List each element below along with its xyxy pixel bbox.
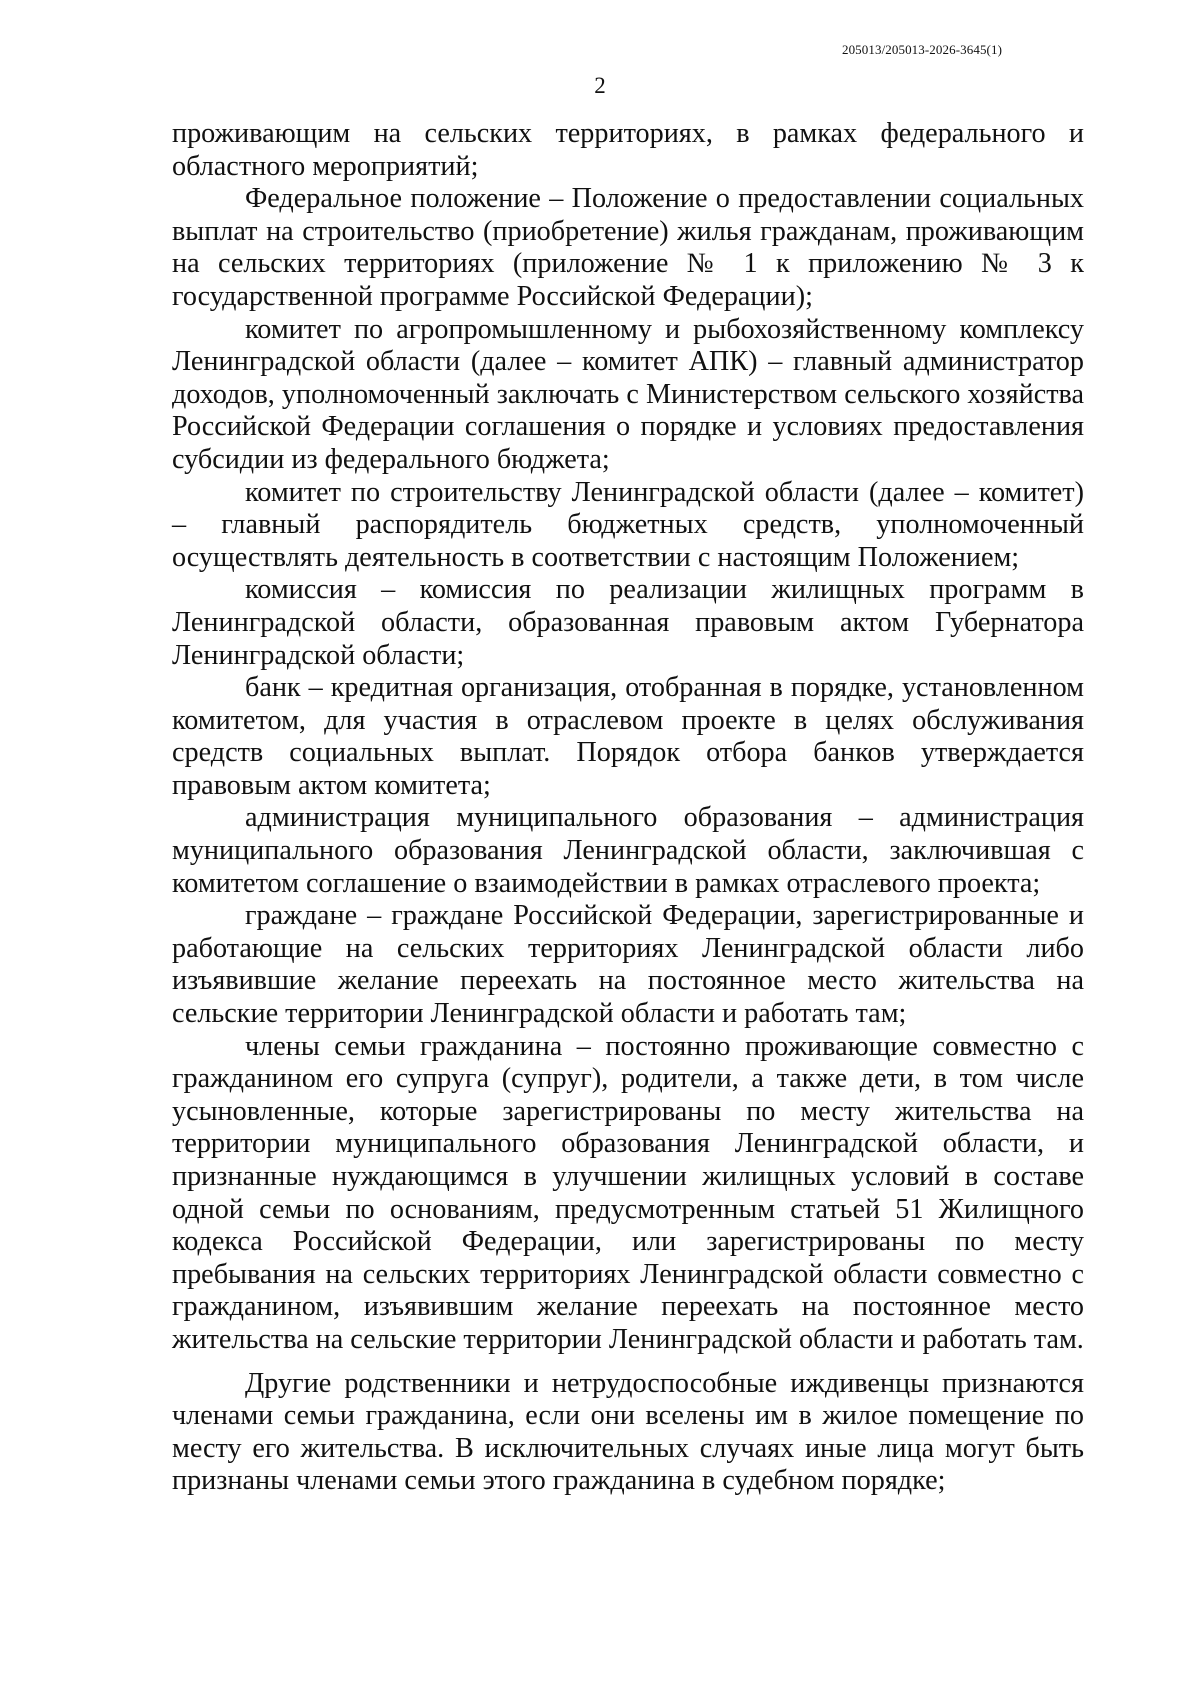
definition-municipal-administration: администрация муниципального образования – администрация муниципального образования Ленинградской области, заключившая с комитетом соглашение о взаимодействии в рамках отраслевого проекта; [172,802,1084,899]
definition-construction-committee: комитет по строительству Ленинградской области (далее – комитет) – главный распорядитель бюджетных средств, уполномоченный осуществлять деятельность в соответствии с настоящим Положением; [172,476,1084,573]
definition-commission: комиссия – комиссия по реализации жилищных программ в Ленинградской области, образованная правовым актом Губернатора Ленинградской области; [172,574,1084,671]
document-body [172,118,1084,1498]
paragraph-other-relatives: Другие родственники и нетрудоспособные иждивенцы признаются членами семьи гражданина, если они вселены им в жилое помещение по месту его жительства. В исключительных случаях иные лица могут быть признаны членами семьи этого гражданина в судебном порядке; [172,1367,1084,1497]
definition-apk-committee: комитет по агропромышленному и рыбохозяйственному комплексу Ленинградской области (далее – комитет АПК) – главный администратор доходов, уполномоченный заключать с Министерством сельского хозяйства Российской Федерации соглашения о порядке и условиях предоставления субсидии из федерального бюджета; [172,313,1084,475]
page-number: 2 [594,73,606,98]
definition-bank: банк – кредитная организация, отобранная в порядке, установленном комитетом, для участия в отраслевом проекте в целях обслуживания средств социальных выплат. Порядок отбора банков утверждается правовым актом комитета; [172,672,1084,801]
definition-citizens: граждане – граждане Российской Федерации, зарегистрированные и работающие на сельских территориях Ленинградской области либо изъявившие желание переехать на постоянное место жительства на сельские территории Ленинградской области и работать там; [172,900,1084,1030]
definition-federal-regulation: Федеральное положение – Положение о предоставлении социальных выплат на строительство (приобретение) жилья гражданам, проживающим на сельских территориях (приложение № 1 к приложению № 3 к государственной программе Российской Федерации); [172,183,1084,312]
definition-family-members: члены семьи гражданина – постоянно проживающие совместно с гражданином его супруга (супруг), родители, а также дети, в том числе усыновленные, которые зарегистрированы по месту жительства на территории муниципального образования Ленинградской области, и признанные нуждающимся в улучшении жилищных условий в составе одной семьи по основаниям, предусмотренным статьей 51 Жилищного кодекса Российской Федерации, или зарегистрированы по месту пребывания на сельских территориях Ленинградской области совместно с гражданином, изъявившим желание переехать на постоянное место жительства на сельские территории Ленинградской области и работать там. [172,1030,1084,1355]
paragraph-continuation: проживающим на сельских территориях, в рамках федерального и областного мероприятий; [172,118,1084,182]
document-registration-number: 205013/205013-2026-3645(1) [841,42,1002,57]
